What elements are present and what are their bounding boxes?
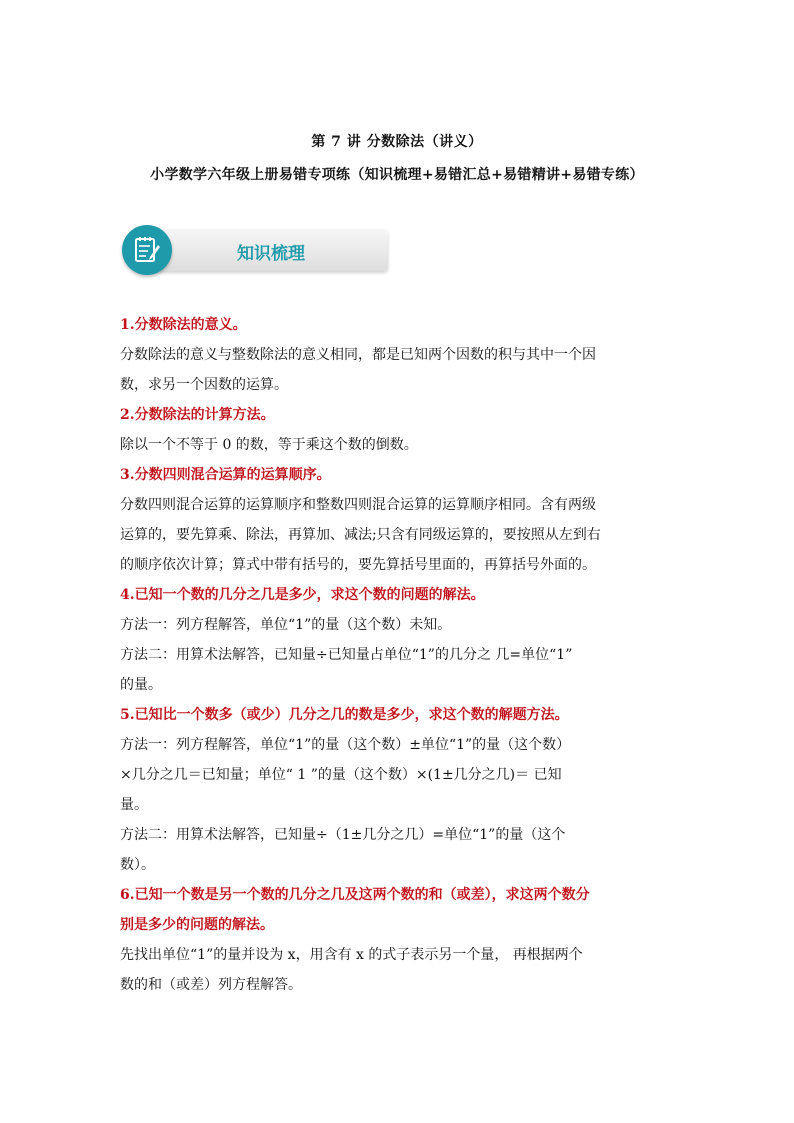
body-line: 先找出单位“1”的量并设为 x，用含有 x 的式子表示另一个量， 再根据两个	[120, 947, 583, 963]
banner-label: 知识梳理	[237, 244, 305, 264]
body-line: 除以一个不等于 0 的数，等于乘这个数的倒数。	[120, 437, 418, 453]
body-line: 数）。	[120, 857, 155, 873]
body-line: 量。	[120, 797, 148, 813]
body-line: 数，求另一个因数的运算。	[120, 377, 288, 393]
body-line: 的量。	[120, 677, 162, 693]
document-title: 第 7 讲 分数除法（讲义）	[311, 134, 483, 150]
section-banner	[122, 225, 388, 275]
body-line: 的顺序依次计算；算式中带有括号的，要先算括号里面的，再算括号外面的。	[120, 557, 596, 573]
body-line: 分数除法的意义与整数除法的意义相同，都是已知两个因数的积与其中一个因	[120, 347, 596, 363]
body-line: 数的和（或差）列方程解答。	[120, 977, 302, 993]
body-line: 方法二：用算术法解答，已知量÷已知量占单位“1”的几分之 几=单位“1”	[120, 647, 573, 663]
section-heading: 6.已知一个数是另一个数的几分之几及这两个数的和（或差），求这两个数分	[120, 887, 590, 903]
section-heading: 3.分数四则混合运算的运算顺序。	[120, 467, 331, 483]
section-heading: 别是多少的问题的解法。	[120, 917, 274, 933]
body-line: 运算的，要先算乘、除法，再算加、减法;只含有同级运算的，要按照从左到右	[120, 527, 601, 543]
body-line: 方法二：用算术法解答，已知量÷（1±几分之几）=单位“1”的量（这个	[120, 827, 566, 843]
section-heading: 1.分数除法的意义。	[120, 317, 247, 333]
knowledge-content	[120, 310, 680, 1000]
document-subtitle: 小学数学六年级上册易错专项练（知识梳理+易错汇总+易错精讲+易错专练）	[150, 167, 644, 183]
section-heading: 2.分数除法的计算方法。	[120, 407, 275, 423]
body-line: 方法一：列方程解答，单位“1”的量（这个数）未知。	[120, 617, 452, 633]
body-line: 方法一：列方程解答，单位“1”的量（这个数）±单位“1”的量（这个数）	[120, 737, 571, 753]
notepad-pen-icon	[122, 225, 172, 275]
banner-circle	[122, 225, 172, 275]
section-heading: 4.已知一个数的几分之几是多少，求这个数的问题的解法。	[120, 587, 485, 603]
section-heading: 5.已知比一个数多（或少）几分之几的数是多少，求这个数的解题方法。	[120, 707, 569, 723]
body-line: ×几分之几＝已知量；单位“ 1 ”的量（这个数）×(1±几分之几)＝ 已知	[120, 767, 562, 783]
body-line: 分数四则混合运算的运算顺序和整数四则混合运算的运算顺序相同。含有两级	[120, 497, 596, 513]
